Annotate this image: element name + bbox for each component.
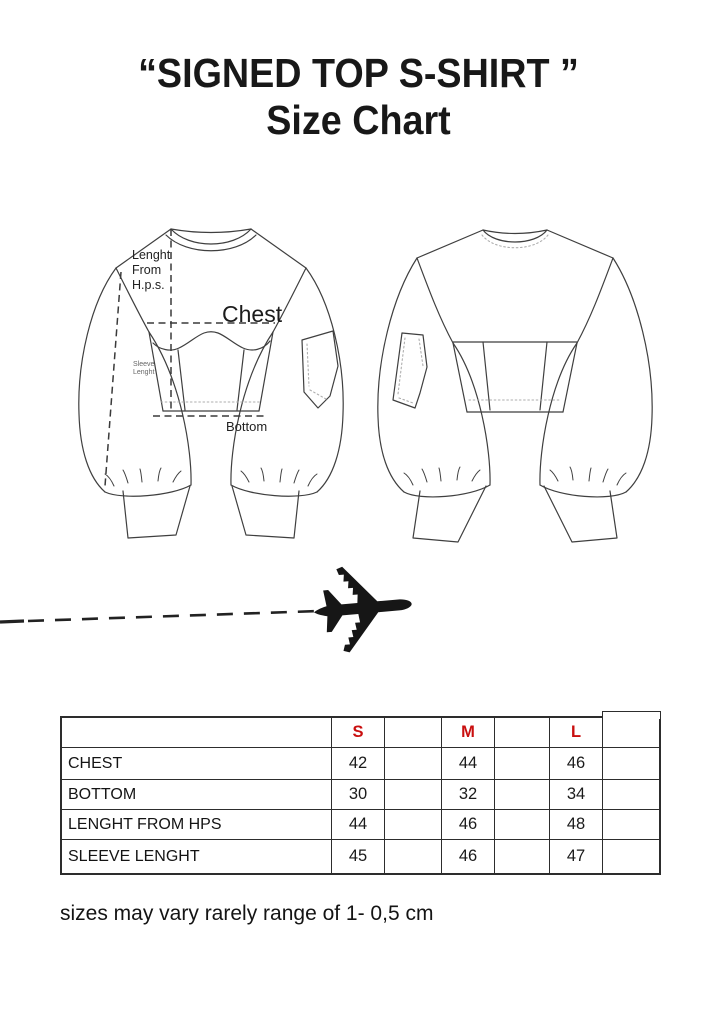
- table-raised-corner: [602, 711, 661, 719]
- spacer-cell: [385, 780, 442, 810]
- sleeve-l-value: 47: [550, 840, 603, 873]
- back-right-half: [540, 230, 652, 542]
- spacer-cell: [603, 840, 659, 873]
- back-garment-sketch: [372, 222, 658, 556]
- bottom-s-value: 30: [332, 780, 385, 810]
- spacer-cell: [495, 718, 550, 748]
- size-header-l: L: [550, 718, 603, 748]
- spacer-cell: [385, 810, 442, 840]
- hps-m-value: 46: [442, 810, 495, 840]
- spacer-cell: [603, 810, 659, 840]
- row-label-length-from-hps: LENGHT FROM HPS: [62, 810, 332, 840]
- spacer-cell: [495, 748, 550, 780]
- airplane-icon: [310, 561, 415, 655]
- hps-label-line: Lenght: [132, 248, 171, 262]
- size-table: [60, 716, 661, 875]
- row-label-bottom: BOTTOM: [62, 780, 332, 810]
- spacer-cell: [385, 840, 442, 873]
- front-garment-sketch: [76, 222, 346, 556]
- size-header-s: S: [332, 718, 385, 748]
- sleeve-label-line: Sleeve: [133, 361, 155, 368]
- hps-s-value: 44: [332, 810, 385, 840]
- back-collar: [482, 230, 548, 248]
- hps-label-line: H.p.s.: [132, 278, 165, 292]
- length-from-hps-label: [132, 248, 170, 293]
- bottom-l-value: 34: [550, 780, 603, 810]
- chest-s-value: 42: [332, 748, 385, 780]
- sleeve-m-value: 46: [442, 840, 495, 873]
- spacer-cell: [385, 748, 442, 780]
- spacer-cell: [603, 780, 659, 810]
- page-header: [29, 50, 689, 144]
- flight-path-dashes: [28, 611, 320, 621]
- page-subtitle: Size Chart: [266, 97, 451, 143]
- back-bodice: [453, 342, 577, 412]
- bottom-m-value: 32: [442, 780, 495, 810]
- hps-l-value: 48: [550, 810, 603, 840]
- front-collar: [166, 229, 256, 251]
- airplane-flight-path: [0, 556, 430, 668]
- size-header-m: M: [442, 718, 495, 748]
- spacer-cell: [603, 748, 659, 780]
- row-label-chest: CHEST: [62, 748, 332, 780]
- row-label-sleeve-length: SLEEVE LENGHT: [62, 840, 332, 873]
- sleeve-pocket: [302, 331, 338, 408]
- hps-label-line: From: [132, 263, 162, 277]
- chest-l-value: 46: [550, 748, 603, 780]
- chest-m-value: 44: [442, 748, 495, 780]
- bottom-label: Bottom: [226, 419, 268, 434]
- spacer-cell: [495, 840, 550, 873]
- measurement-lines: [105, 229, 275, 486]
- sleeve-label-line: Lenght: [133, 368, 155, 376]
- table-corner-cell: [62, 718, 332, 748]
- tolerance-note: sizes may vary rarely range of 1- 0,5 cm: [60, 902, 434, 925]
- product-title: “SIGNED TOP S-SHIRT ”: [138, 50, 579, 96]
- flight-path-first-dash: [0, 621, 24, 622]
- spacer-cell: [603, 718, 659, 748]
- spacer-cell: [495, 810, 550, 840]
- back-view-diagram: [372, 222, 658, 556]
- sleeve-length-label: [133, 361, 154, 376]
- sleeve-pocket: [393, 333, 427, 408]
- sleeve-s-value: 45: [332, 840, 385, 873]
- spacer-cell: [385, 718, 442, 748]
- front-view-diagram: [76, 222, 346, 556]
- chest-label: Chest: [222, 301, 283, 327]
- spacer-cell: [495, 780, 550, 810]
